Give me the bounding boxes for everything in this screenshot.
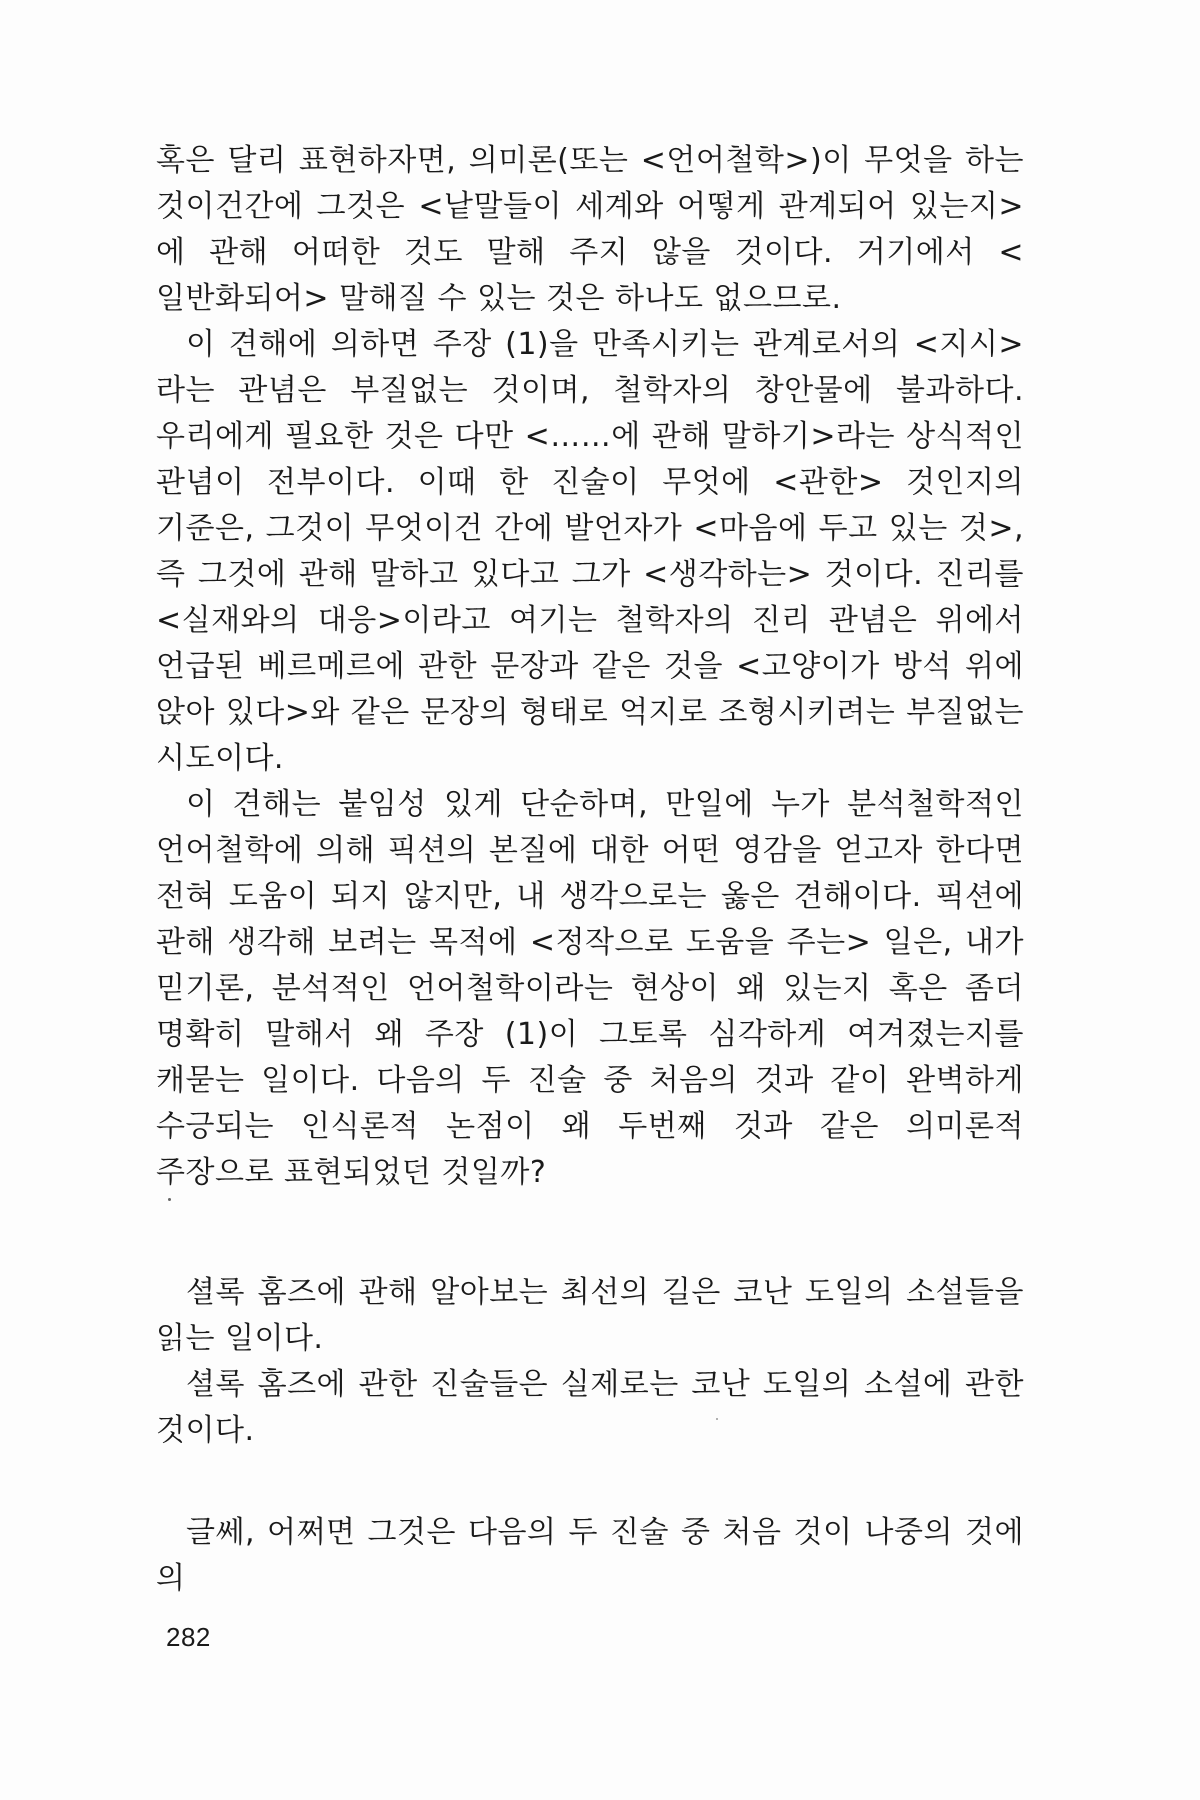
paragraph: 이 견해에 의하면 주장 (1)을 만족시키는 관계로서의 <지시>라는 관념은 부질없는 것이며, 철학자의 창안물에 불과하다. 우리에게 필요한 것은 다만 <……에 관해 말하기>라는 상식적인 관념이 전부이다. 이때 한 진술이 무엇에 <관한> 것인지의 기준은, 그것이 무엇이건 간에 발언자가 <마음에 두고 있는 것>, 즉 그것에 관해 말하고 있다고 그가 <생각하는> 것이다. 진리를 <실재와의 대응>이라고 여기는 철학자의 진리 관념은 위에서 언급된 베르메르에 관한 문장과 같은 것을 <고양이가 방석 위에 앉아 있다>와 같은 문장의 형태로 억지로 조형시키려는 부질없는 시도이다. [156, 327, 1024, 776]
quoted-statement: 셜록 홈즈에 관한 진술들은 실제로는 코난 도일의 소설에 관한 것이다. [156, 1367, 1024, 1448]
quoted-statements [156, 1270, 1024, 1454]
scan-speck [168, 1198, 171, 1201]
quoted-statement: 셜록 홈즈에 관해 알아보는 최선의 길은 코난 도일의 소설들을 읽는 일이다. [156, 1275, 1024, 1356]
page-number: 282 [166, 1622, 211, 1652]
page-body [156, 138, 1024, 1602]
scan-speck [716, 1418, 718, 1420]
paragraph: 이 견해는 붙임성 있게 단순하며, 만일에 누가 분석철학적인 언어철학에 의해 픽션의 본질에 대한 어떤 영감을 얻고자 한다면 전혀 도움이 되지 않지만, 내 생각으로는 옳은 견해이다. 픽션에 관해 생각해 보려는 목적에 <정작으로 도움을 주는> 일은, 내가 믿기론, 분석적인 언어철학이라는 현상이 왜 있는지 혹은 좀더 명확히 말해서 왜 주장 (1)이 그토록 심각하게 여겨졌는지를 캐묻는 일이다. 다음의 두 진술 중 처음의 것과 같이 완벽하게 수긍되는 인식론적 논점이 왜 두번째 것과 같은 의미론적 주장으로 표현되었던 것일까? [156, 787, 1024, 1190]
paragraph: 혹은 달리 표현하자면, 의미론(또는 <언어철학>)이 무엇을 하는 것이건간에 그것은 <낱말들이 세계와 어떻게 관계되어 있는지>에 관해 어떠한 것도 말해 주지 않을 것이다. 거기에서 <일반화되어> 말해질 수 있는 것은 하나도 없으므로. [156, 143, 1024, 316]
paragraph: 글쎄, 어쩌면 그것은 다음의 두 진술 중 처음 것이 나중의 것에 의 [156, 1515, 1024, 1596]
